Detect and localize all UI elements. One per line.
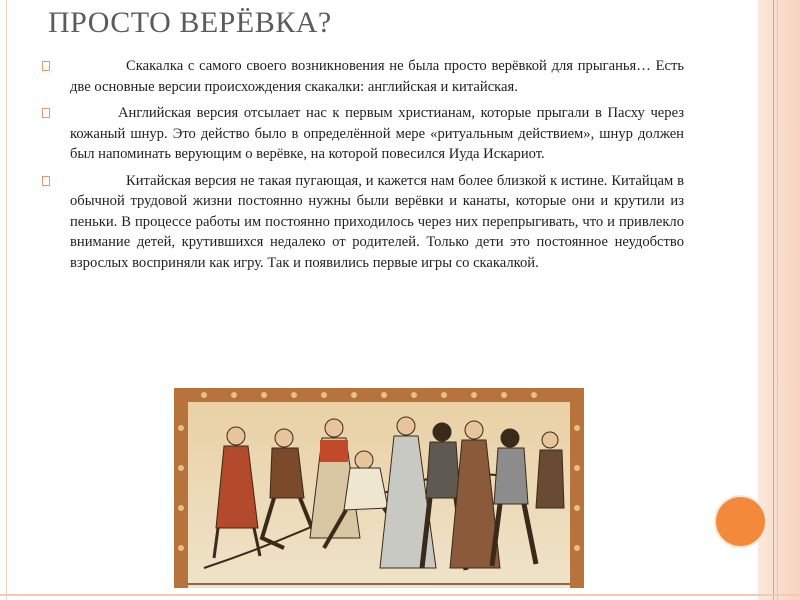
slide-body [42,56,684,279]
square-bullet-icon [42,108,50,118]
right-line-decoration [777,0,778,600]
slide-title: ПРОСТО ВЕРЁВКА? [48,6,332,39]
paragraph-text: Английская версия отсылает нас к первым христианам, которые прыгали в Пасху через кожаный шнур. Это действо было в определённой мере «ритуальным действием», шнур должен был напоминать верующим о верёвке, на которой повесился Иуда Искариот. [70,105,684,162]
square-bullet-icon [42,61,50,71]
orange-circle-decoration [716,497,765,546]
right-band-decoration [758,0,800,600]
paragraph [42,103,684,165]
right-line-decoration [773,0,774,600]
square-bullet-icon [42,176,50,186]
paragraph [42,171,684,274]
ornament-border-right [570,388,584,588]
paragraph-text: Китайская версия не такая пугающая, и кажется нам более близкой к истине. Китайцам в обычной трудовой жизни постоянно нужны были верёвки и канаты, которые они и крутили из пеньки. В процессе работы им постоянно приходилось через них перепрыгивать, что и привлекло внимание детей, крутившихся недалеко от родителей. Только дети это постоянное неудобство взрослых восприняли как игру. Так и появились первые игры со скакалкой. [70,172,684,271]
paragraph [42,56,684,97]
bottom-rule-decoration [0,594,800,596]
ornament-border-left [174,388,188,588]
left-rule-decoration [6,0,7,600]
paragraph-text: Скакалка с самого своего возникновения не была просто верёвкой для прыганья… Есть две основные версии происхождения скакалки: английская и китайская. [70,58,684,95]
jump-rope-illustration [174,388,584,588]
